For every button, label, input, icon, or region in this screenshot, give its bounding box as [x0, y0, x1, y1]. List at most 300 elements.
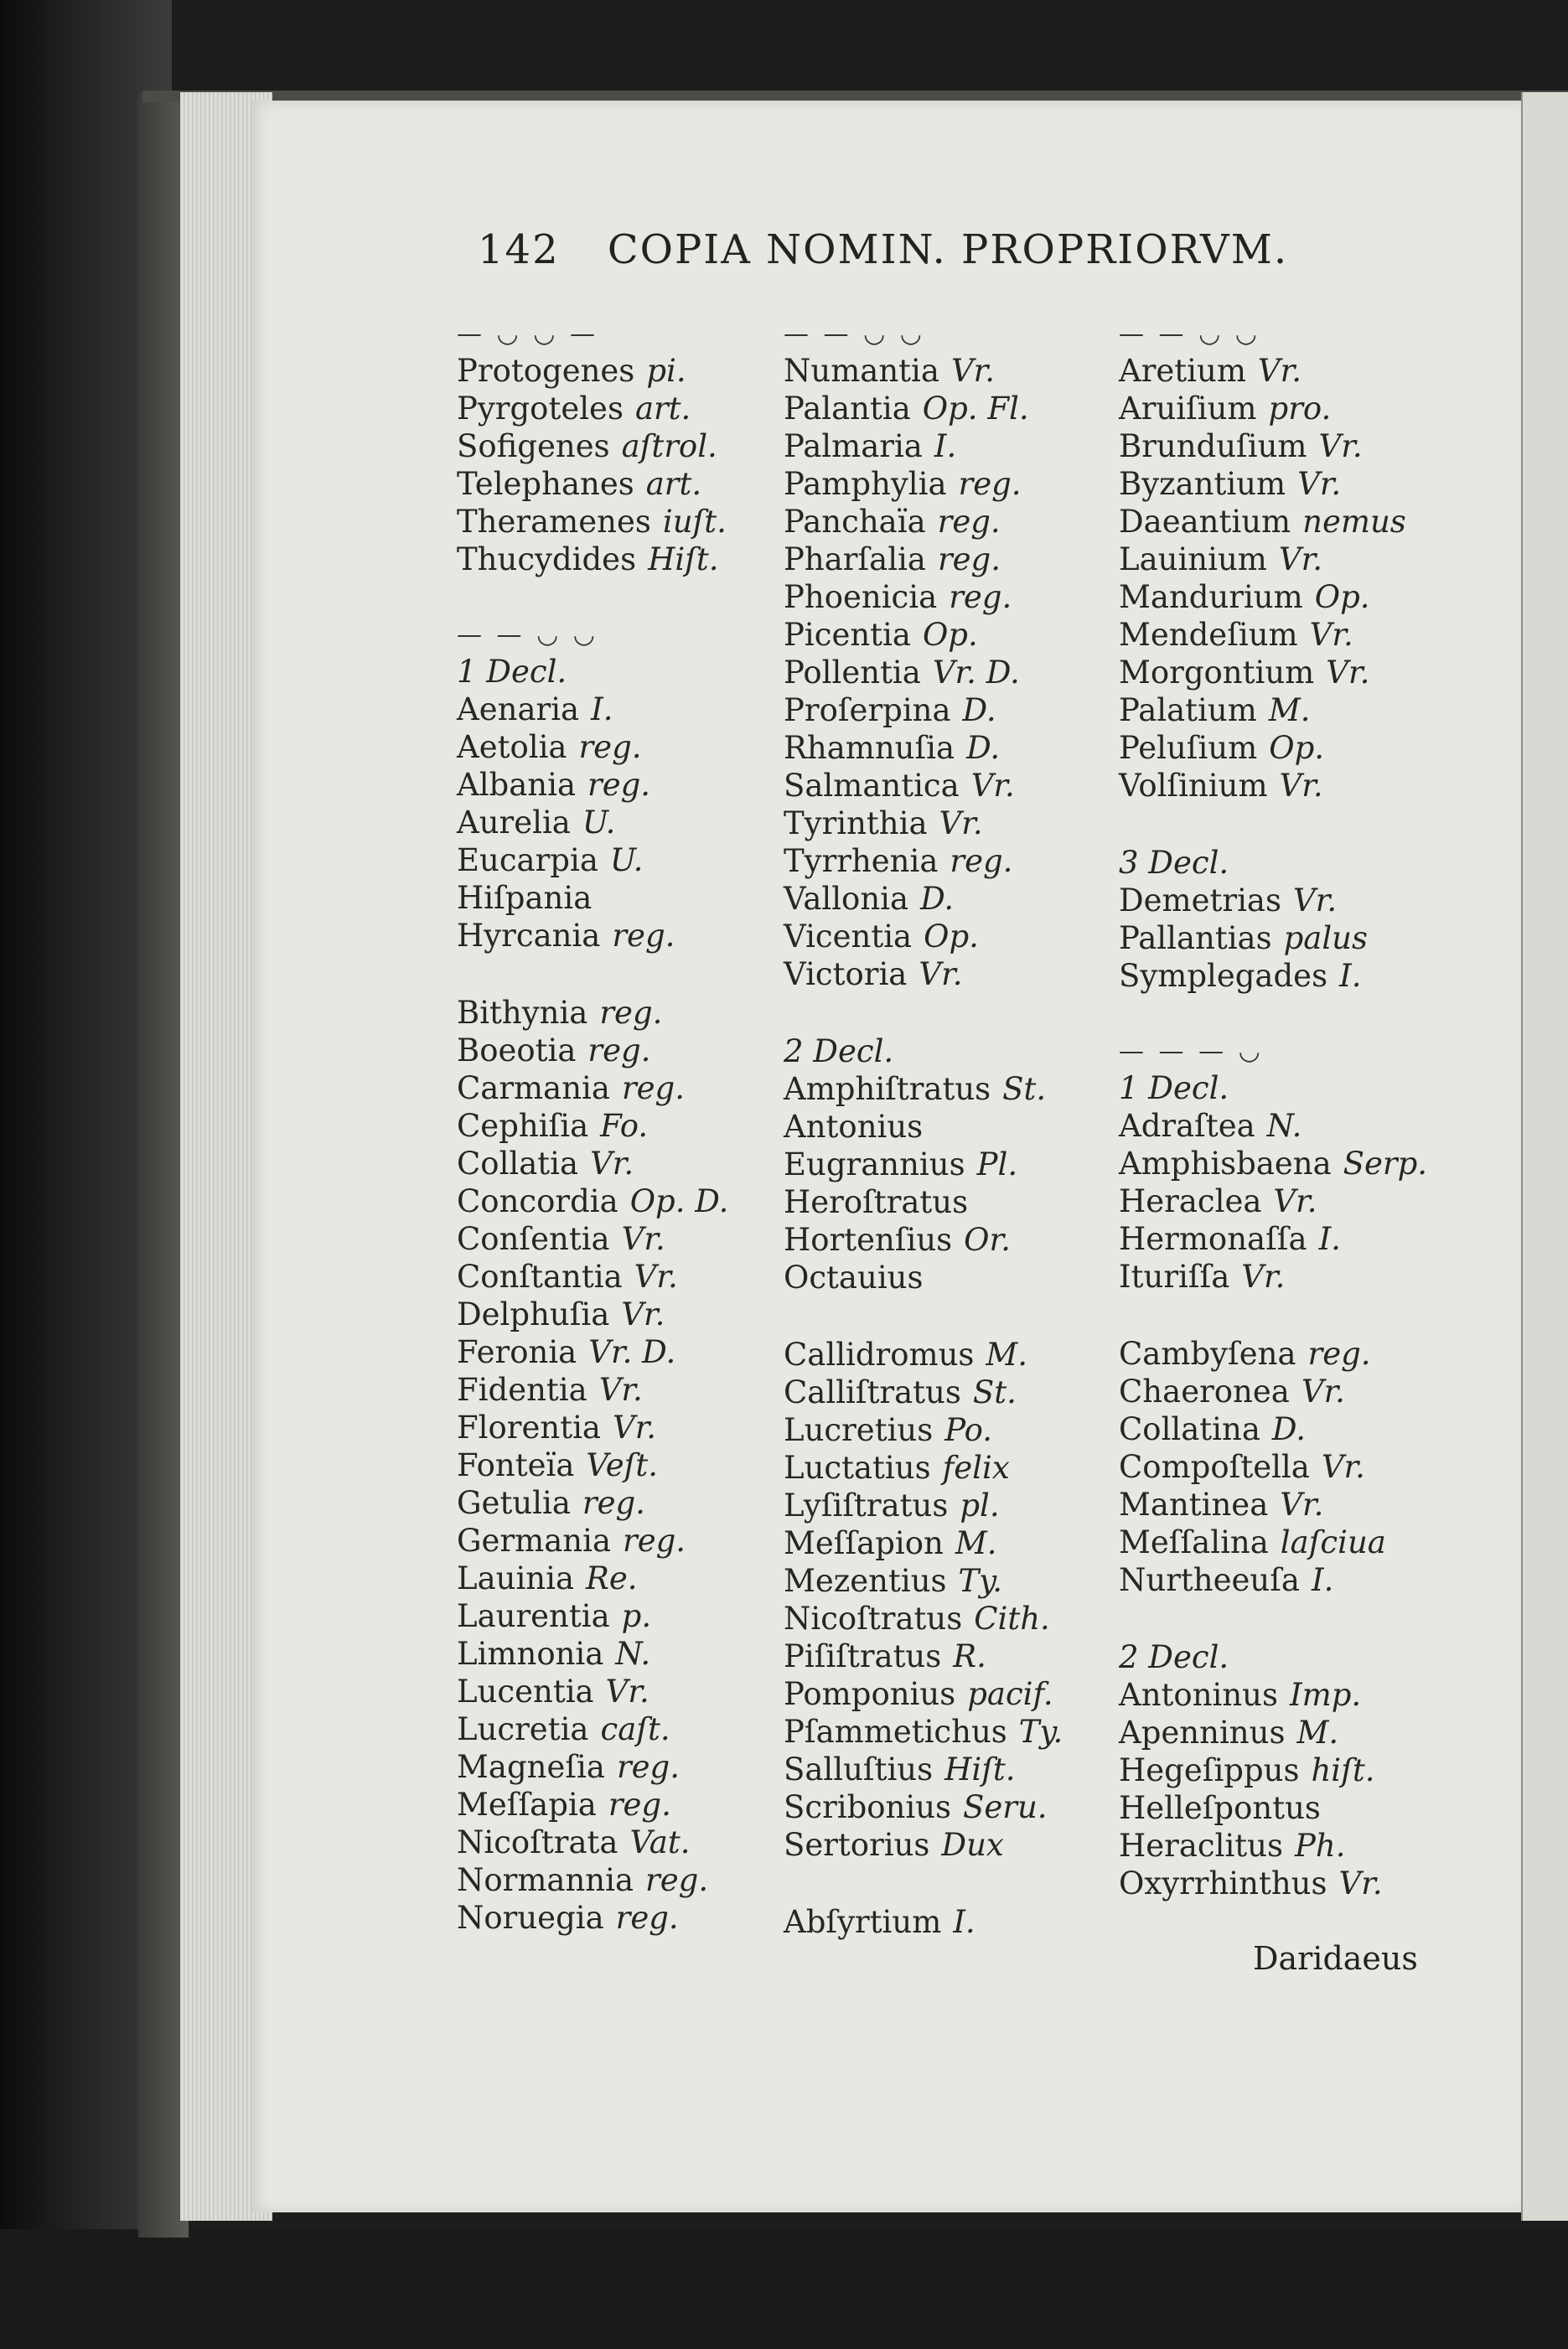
name-gloss: Vr.	[1318, 428, 1363, 464]
proper-name: Noruegia	[457, 1900, 604, 1936]
proper-name: Panchaïa	[784, 504, 926, 540]
name-entry	[784, 955, 1136, 993]
name-gloss: Op.	[922, 617, 978, 653]
name-entry	[784, 1524, 1136, 1562]
name-gloss: I.	[1318, 1221, 1341, 1257]
proper-name: Heroſtratus	[784, 1184, 969, 1220]
proper-name: Fonteïa	[457, 1447, 575, 1483]
name-gloss: reg.	[1307, 1336, 1371, 1372]
meter-pattern: — — ◡ ◡	[457, 620, 598, 649]
name-entry	[457, 1371, 809, 1409]
name-entry	[457, 1824, 809, 1861]
proper-name: Limnonia	[457, 1636, 604, 1672]
name-gloss: pacif.	[967, 1676, 1053, 1712]
name-gloss: reg.	[599, 995, 663, 1031]
name-gloss: D.	[1271, 1411, 1307, 1447]
name-gloss: M.	[1296, 1715, 1339, 1751]
proper-name: Pollentia	[784, 655, 921, 691]
name-gloss: Vr.	[621, 1221, 665, 1257]
proper-name: Collatina	[1119, 1411, 1260, 1447]
name-gloss: I.	[591, 691, 613, 727]
name-entry	[1119, 390, 1471, 427]
catchword: Daridaeus	[1253, 1940, 1418, 1977]
name-entry	[457, 1710, 809, 1748]
proper-name: Delphuſia	[457, 1296, 610, 1332]
proper-name: Byzantium	[1119, 466, 1286, 502]
next-page-edge	[1521, 92, 1568, 2221]
proper-name: Pallantias	[1119, 920, 1272, 956]
proper-name: Telephanes	[457, 466, 634, 502]
name-gloss: D.	[966, 730, 1001, 766]
name-gloss: nemus	[1302, 504, 1406, 540]
name-gloss: Vr.	[1241, 1259, 1286, 1295]
column-3	[1119, 317, 1471, 1902]
name-entry	[457, 1296, 809, 1333]
name-gloss: palus	[1283, 920, 1369, 956]
name-gloss: reg.	[621, 1070, 685, 1106]
proper-name: Fidentia	[457, 1372, 587, 1408]
proper-name: Hyrcania	[457, 918, 601, 954]
name-entry	[784, 427, 1136, 465]
name-entry	[457, 804, 809, 841]
name-gloss: N.	[615, 1636, 651, 1672]
proper-name: Symplegades	[1119, 958, 1328, 994]
name-gloss: felix	[942, 1450, 1010, 1486]
name-entry	[784, 541, 1136, 578]
proper-name: Florentia	[457, 1410, 601, 1446]
proper-name: Pyrgoteles	[457, 391, 624, 427]
proper-name: Volſinium	[1119, 768, 1268, 804]
proper-name: Salluſtius	[784, 1751, 934, 1788]
name-gloss: Vr.	[970, 768, 1015, 804]
proper-name: Amphiſtratus	[784, 1071, 991, 1107]
spacer	[1119, 995, 1471, 1034]
proper-name: Lucretius	[784, 1412, 934, 1448]
name-entry	[784, 842, 1136, 880]
name-gloss: Ty.	[1018, 1714, 1063, 1750]
name-gloss: Op.	[1269, 730, 1325, 766]
name-gloss: Vr. D.	[932, 655, 1020, 691]
name-entry	[784, 1638, 1136, 1675]
name-entry	[457, 1145, 809, 1182]
name-gloss: Vr.	[1301, 1374, 1345, 1410]
name-gloss: Op. Fl.	[922, 391, 1029, 427]
name-gloss: Ty.	[958, 1563, 1002, 1599]
name-gloss: Vr.	[612, 1410, 657, 1446]
name-entry	[1119, 767, 1471, 805]
name-gloss: art.	[645, 466, 702, 502]
name-gloss: reg.	[615, 1900, 679, 1936]
declension-heading: 3 Decl.	[1119, 845, 1229, 881]
name-entry	[457, 841, 809, 879]
name-gloss: Op.	[1314, 579, 1370, 615]
proper-name: Nicoſtrata	[457, 1824, 618, 1860]
name-entry	[457, 352, 809, 390]
name-gloss: reg.	[623, 1523, 686, 1559]
proper-name: Meſſapion	[784, 1525, 944, 1561]
proper-name: Laurentia	[457, 1598, 610, 1634]
name-entry	[457, 503, 809, 541]
name-entry	[784, 390, 1136, 427]
name-entry	[457, 1069, 809, 1107]
name-entry	[457, 390, 809, 427]
proper-name: Magneſia	[457, 1749, 605, 1785]
spacer	[784, 993, 1136, 1032]
name-entry	[784, 1146, 1136, 1183]
name-entry	[457, 917, 809, 955]
name-gloss: Serp.	[1343, 1146, 1428, 1182]
proper-name: Morgontium	[1119, 655, 1315, 691]
name-entry	[784, 1487, 1136, 1524]
name-entry	[1119, 503, 1471, 541]
proper-name: Mandurium	[1119, 579, 1303, 615]
name-entry	[457, 879, 809, 917]
name-gloss: N.	[1266, 1108, 1302, 1144]
name-gloss: laſciua	[1280, 1524, 1386, 1560]
name-entry	[1119, 1448, 1471, 1486]
name-entry	[1119, 1220, 1471, 1258]
name-gloss: Vr.	[939, 805, 983, 841]
spacer	[784, 1296, 1136, 1336]
name-gloss: pro.	[1268, 391, 1332, 427]
name-gloss: reg.	[616, 1749, 680, 1785]
name-gloss: U.	[582, 805, 616, 841]
name-gloss: Pl.	[976, 1146, 1018, 1182]
proper-name: Nurtheeuſa	[1119, 1562, 1300, 1598]
proper-name: Eugrannius	[784, 1146, 965, 1182]
name-entry	[784, 465, 1136, 503]
name-entry	[1119, 1258, 1471, 1296]
name-entry	[784, 1751, 1136, 1788]
name-entry	[784, 1221, 1136, 1259]
name-gloss: Vr.	[919, 956, 963, 992]
name-gloss: M.	[986, 1337, 1028, 1373]
name-gloss: M.	[955, 1525, 997, 1561]
name-entry	[784, 1675, 1136, 1713]
name-entry	[457, 1597, 809, 1635]
name-entry	[784, 1826, 1136, 1864]
proper-name: Numantia	[784, 353, 939, 389]
name-gloss: Vat.	[629, 1824, 691, 1860]
name-entry	[784, 503, 1136, 541]
page-number: 142	[478, 226, 560, 273]
name-entry	[1119, 1335, 1471, 1373]
name-entry	[457, 1220, 809, 1258]
proper-name: Salmantica	[784, 768, 960, 804]
proper-name: Compoſtella	[1119, 1449, 1310, 1485]
proper-name: Heraclea	[1119, 1183, 1262, 1219]
proper-name: Lyſiſtratus	[784, 1488, 949, 1524]
proper-name: Normannia	[457, 1862, 634, 1898]
proper-name: Lauinium	[1119, 541, 1267, 577]
proper-name: Aurelia	[457, 805, 571, 841]
name-entry	[784, 880, 1136, 918]
name-gloss: iuſt.	[662, 504, 727, 540]
name-entry	[1119, 1789, 1471, 1827]
page-header	[478, 226, 1288, 273]
name-entry	[457, 541, 809, 578]
name-gloss: Vr.	[605, 1674, 649, 1710]
proper-name: Mezentius	[784, 1563, 947, 1599]
proper-name: Tyrrhenia	[784, 843, 939, 879]
declension-heading: 1 Decl.	[1119, 1070, 1229, 1106]
spacer	[457, 955, 809, 994]
name-gloss: reg.	[608, 1787, 671, 1823]
spacer	[1119, 1599, 1471, 1638]
proper-name: Hermonaſſa	[1119, 1221, 1307, 1257]
name-entry	[457, 1786, 809, 1824]
proper-name: Carmania	[457, 1070, 610, 1106]
name-gloss: Vr.	[1273, 1183, 1317, 1219]
proper-name: Feronia	[457, 1334, 577, 1370]
name-gloss: Vr.	[1257, 353, 1302, 389]
proper-name: Protogenes	[457, 353, 635, 389]
name-entry	[457, 1409, 809, 1446]
proper-name: Amphisbaena	[1119, 1146, 1332, 1182]
name-gloss: I.	[934, 428, 957, 464]
spacer	[457, 578, 809, 618]
name-entry	[784, 616, 1136, 654]
name-gloss: Seru.	[963, 1789, 1048, 1825]
name-gloss: Vr.	[950, 353, 996, 389]
name-entry	[457, 1446, 809, 1484]
meter-pattern: — — — ◡	[1119, 1037, 1264, 1066]
proper-name: Cephiſia	[457, 1108, 589, 1144]
name-gloss: reg.	[612, 918, 675, 954]
proper-name: Helleſpontus	[1119, 1790, 1321, 1826]
name-gloss: Vr.	[634, 1259, 678, 1295]
name-entry	[457, 994, 809, 1032]
name-entry	[1119, 1561, 1471, 1599]
column-1	[457, 317, 809, 1937]
name-entry	[1119, 1827, 1471, 1865]
proper-name: Pharſalia	[784, 541, 926, 577]
proper-name: Lucentia	[457, 1674, 594, 1710]
name-entry	[1119, 465, 1471, 503]
name-gloss: Dux	[941, 1827, 1004, 1863]
name-gloss: Or.	[964, 1222, 1011, 1258]
proper-name: Picentia	[784, 617, 911, 653]
proper-name: Mantinea	[1119, 1487, 1269, 1523]
name-entry	[784, 767, 1136, 805]
name-gloss: Hiſt.	[648, 541, 719, 577]
proper-name: Cambyſena	[1119, 1336, 1296, 1372]
name-entry	[784, 1336, 1136, 1374]
proper-name: Victoria	[784, 956, 908, 992]
name-entry	[1119, 578, 1471, 616]
proper-name: Aruiſium	[1119, 391, 1257, 427]
name-entry	[1119, 1714, 1471, 1751]
name-gloss: I.	[1339, 958, 1362, 994]
name-entry	[457, 1748, 809, 1786]
background-bottom	[0, 2229, 1568, 2349]
proper-name: Sofigenes	[457, 428, 610, 464]
proper-name: Demetrias	[1119, 882, 1281, 918]
name-gloss: Op.	[924, 918, 979, 955]
proper-name: Octauius	[784, 1260, 924, 1296]
name-entry	[1119, 541, 1471, 578]
name-entry	[1119, 729, 1471, 767]
proper-name: Hortenſius	[784, 1222, 953, 1258]
name-entry	[784, 1600, 1136, 1638]
name-entry	[1119, 1751, 1471, 1789]
meter-pattern: — — ◡ ◡	[1119, 319, 1260, 349]
proper-name: Antoninus	[1119, 1677, 1279, 1713]
proper-name: Palatium	[1119, 692, 1257, 728]
proper-name: Apenninus	[1119, 1715, 1286, 1751]
proper-name: Concordia	[457, 1183, 618, 1219]
name-entry	[457, 1032, 809, 1069]
name-entry	[1119, 1865, 1471, 1902]
name-entry	[784, 1070, 1136, 1108]
name-gloss: Vr. D.	[588, 1334, 676, 1370]
name-entry	[784, 352, 1136, 390]
proper-name: Hiſpania	[457, 880, 593, 916]
name-gloss: reg.	[950, 843, 1013, 879]
name-entry	[457, 1182, 809, 1220]
name-gloss: Op. D.	[629, 1183, 729, 1219]
name-entry	[457, 1673, 809, 1710]
proper-name: Abſyrtium	[784, 1904, 942, 1940]
proper-name: Vicentia	[784, 918, 913, 955]
name-gloss: reg.	[587, 767, 651, 803]
name-entry	[457, 427, 809, 465]
declension-heading: 2 Decl.	[1119, 1639, 1229, 1675]
name-gloss: hiſt.	[1311, 1752, 1375, 1788]
proper-name: Aenaria	[457, 691, 580, 727]
spacer	[784, 1864, 1136, 1903]
proper-name: Vallonia	[784, 881, 909, 917]
name-entry	[784, 691, 1136, 729]
name-gloss: M.	[1268, 692, 1311, 728]
name-gloss: Vr.	[1292, 882, 1338, 918]
name-gloss: St.	[1002, 1071, 1047, 1107]
proper-name: Meſſapia	[457, 1787, 597, 1823]
name-gloss: Vr.	[598, 1372, 643, 1408]
proper-name: Germania	[457, 1523, 612, 1559]
name-gloss: Cith.	[974, 1601, 1050, 1637]
name-gloss: D.	[920, 881, 955, 917]
name-entry	[457, 1258, 809, 1296]
name-gloss: reg.	[587, 1032, 651, 1068]
name-gloss: Po.	[944, 1412, 993, 1448]
proper-name: Collatia	[457, 1146, 579, 1182]
proper-name: Heraclitus	[1119, 1828, 1283, 1864]
proper-name: Hegeſippus	[1119, 1752, 1300, 1788]
name-entry	[457, 1107, 809, 1145]
name-gloss: art.	[634, 391, 691, 427]
name-gloss: Veſt.	[586, 1447, 658, 1483]
page-title: COPIA NOMIN. PROPRIORVM.	[607, 226, 1289, 273]
name-gloss: U.	[609, 842, 644, 878]
name-entry	[1119, 919, 1471, 957]
name-entry	[784, 805, 1136, 842]
name-gloss: Vr.	[1297, 466, 1342, 502]
proper-name: Theramenes	[457, 504, 651, 540]
name-entry	[457, 465, 809, 503]
proper-name: Albania	[457, 767, 577, 803]
proper-name: Adraſtea	[1119, 1108, 1255, 1144]
proper-name: Meſſalina	[1119, 1524, 1269, 1560]
name-gloss: reg.	[949, 579, 1012, 615]
name-entry	[784, 1449, 1136, 1487]
name-entry	[784, 654, 1136, 691]
proper-name: Pamphylia	[784, 466, 947, 502]
proper-name: Boeotia	[457, 1032, 577, 1068]
name-entry	[784, 729, 1136, 767]
name-entry	[1119, 957, 1471, 995]
name-gloss: reg.	[578, 729, 642, 765]
name-entry	[784, 918, 1136, 955]
name-entry	[457, 1899, 809, 1937]
name-gloss: Vr.	[1280, 1487, 1324, 1523]
name-entry	[784, 1788, 1136, 1826]
name-gloss: Vr.	[1279, 768, 1323, 804]
name-gloss: Vr.	[1309, 617, 1353, 653]
name-entry	[1119, 882, 1471, 919]
name-gloss: Vr.	[1326, 655, 1370, 691]
name-gloss: I.	[953, 1904, 975, 1940]
proper-name: Conſtantia	[457, 1259, 623, 1295]
name-entry	[1119, 1524, 1471, 1561]
name-entry	[457, 1333, 809, 1371]
name-gloss: reg.	[937, 541, 1001, 577]
name-entry	[784, 578, 1136, 616]
proper-name: Proſerpina	[784, 692, 951, 728]
proper-name: Sertorius	[784, 1827, 930, 1863]
proper-name: Lauinia	[457, 1560, 575, 1596]
proper-name: Getulia	[457, 1485, 571, 1521]
meter-pattern: — — ◡ ◡	[784, 319, 925, 349]
proper-name: Phoenicia	[784, 579, 938, 615]
proper-name: Aetolia	[457, 729, 567, 765]
name-gloss: Hiſt.	[944, 1751, 1016, 1788]
name-gloss: reg.	[958, 466, 1022, 502]
proper-name: Aretium	[1119, 353, 1246, 389]
name-gloss: Vr.	[1278, 541, 1322, 577]
meter-pattern: — ◡ ◡ —	[457, 319, 598, 349]
name-gloss: reg.	[645, 1862, 709, 1898]
proper-name: Calliſtratus	[784, 1374, 961, 1410]
name-entry	[1119, 616, 1471, 654]
proper-name: Bithynia	[457, 995, 588, 1031]
proper-name: Palantia	[784, 391, 911, 427]
declension-heading: 1 Decl.	[457, 654, 567, 690]
name-entry	[1119, 1373, 1471, 1410]
name-entry	[784, 1903, 1136, 1941]
name-entry	[1119, 427, 1471, 465]
proper-name: Mendeſium	[1119, 617, 1298, 653]
proper-name: Conſentia	[457, 1221, 610, 1257]
name-gloss: pl.	[960, 1488, 1000, 1524]
name-entry	[457, 766, 809, 804]
name-entry	[784, 1374, 1136, 1411]
proper-name: Oxyrrhinthus	[1119, 1865, 1327, 1901]
proper-name: Ituriſſa	[1119, 1259, 1230, 1295]
name-gloss: Vr.	[1321, 1449, 1365, 1485]
name-entry	[784, 1183, 1136, 1221]
proper-name: Peluſium	[1119, 730, 1258, 766]
declension-heading: 2 Decl.	[784, 1033, 894, 1069]
name-gloss: aſtrol.	[621, 428, 717, 464]
proper-name: Rhamnuſia	[784, 730, 955, 766]
name-entry	[784, 1562, 1136, 1600]
name-entry	[1119, 691, 1471, 729]
proper-name: Brunduſium	[1119, 428, 1307, 464]
name-gloss: p.	[621, 1598, 652, 1634]
column-2	[784, 317, 1136, 1941]
name-gloss: pi.	[646, 353, 686, 389]
